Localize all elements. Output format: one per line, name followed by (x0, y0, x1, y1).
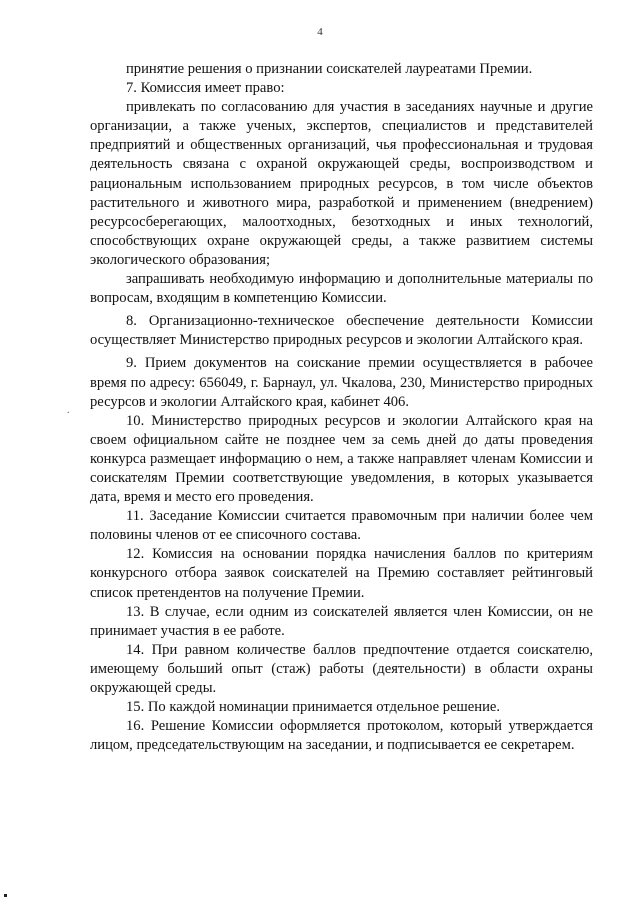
page-number: 4 (317, 26, 323, 38)
paragraph-13: 13. В случае, если одним из соискателей является член Комиссии, он не принимает участия в ее работе. (90, 603, 593, 639)
paragraph-7-attract: привлекать по согласованию для участия в заседаниях научные и другие организации, а также ученых, экспертов, специалистов и представителей предприятий и общественных организаций, чья профессиональная и трудовая деятельность связана с охраной окружающей среды, воспроизводством и рациональным использованием природных ресурсов, в том числе объектов растительного и животного мира, разработкой и применением (внедрением) ресурсосберегающих, малоотходных, безотходных и иных технологий, способствующих охране окружающей среды, а также развитием системы экологического образования; (90, 99, 593, 268)
paragraph-7-rights: 7. Комиссия имеет право: (126, 80, 285, 97)
paragraph-9: 9. Прием документов на соискание премии осуществляется в рабочее время по адресу: 656049, г. Барнаул, ул. Чкалова, 230, Министерство природных ресурсов и экологии Алтайского края, кабинет 406. (90, 355, 593, 410)
margin-mark: . (67, 405, 70, 416)
paragraph-16: 16. Решение Комиссии оформляется протоколом, который утверждается лицом, председательствующим на заседании, и подписывается ее секретарем. (90, 718, 593, 754)
paragraph-8: 8. Организационно-техническое обеспечение деятельности Комиссии осуществляет Министерство природных ресурсов и экологии Алтайского края. (90, 313, 593, 349)
paragraph-10: 10. Министерство природных ресурсов и экологии Алтайского края на своем официальном сайте не позднее чем за семь дней до даты проведения конкурса размещает информацию о нем, а также направляет членам Комиссии и соискателям Премии соответствующие уведомления, в которых указывается дата, время и место его проведения. (90, 412, 593, 506)
paragraph-12: 12. Комиссия на основании порядка начисления баллов по критериям конкурсного отбора заявок соискателей на Премию составляет рейтинговый список претендентов на получение Премии. (90, 546, 593, 601)
paragraph-decision: принятие решения о признании соискателей лауреатами Премии. (126, 61, 533, 77)
document-body (90, 60, 593, 755)
scan-dot (4, 894, 7, 897)
paragraph-14: 14. При равном количестве баллов предпочтение отдается соискателю, имеющему больший опыт (стаж) работы (деятельности) в области охраны окружающей среды. (90, 641, 593, 696)
paragraph-11: 11. Заседание Комиссии считается правомочным при наличии более чем половины членов от ее списочного состава. (90, 508, 593, 544)
paragraph-7-request: запрашивать необходимую информацию и дополнительные материалы по вопросам, входящим в компетенцию Комиссии. (90, 271, 593, 307)
paragraph-15: 15. По каждой номинации принимается отдельное решение. (126, 699, 501, 716)
